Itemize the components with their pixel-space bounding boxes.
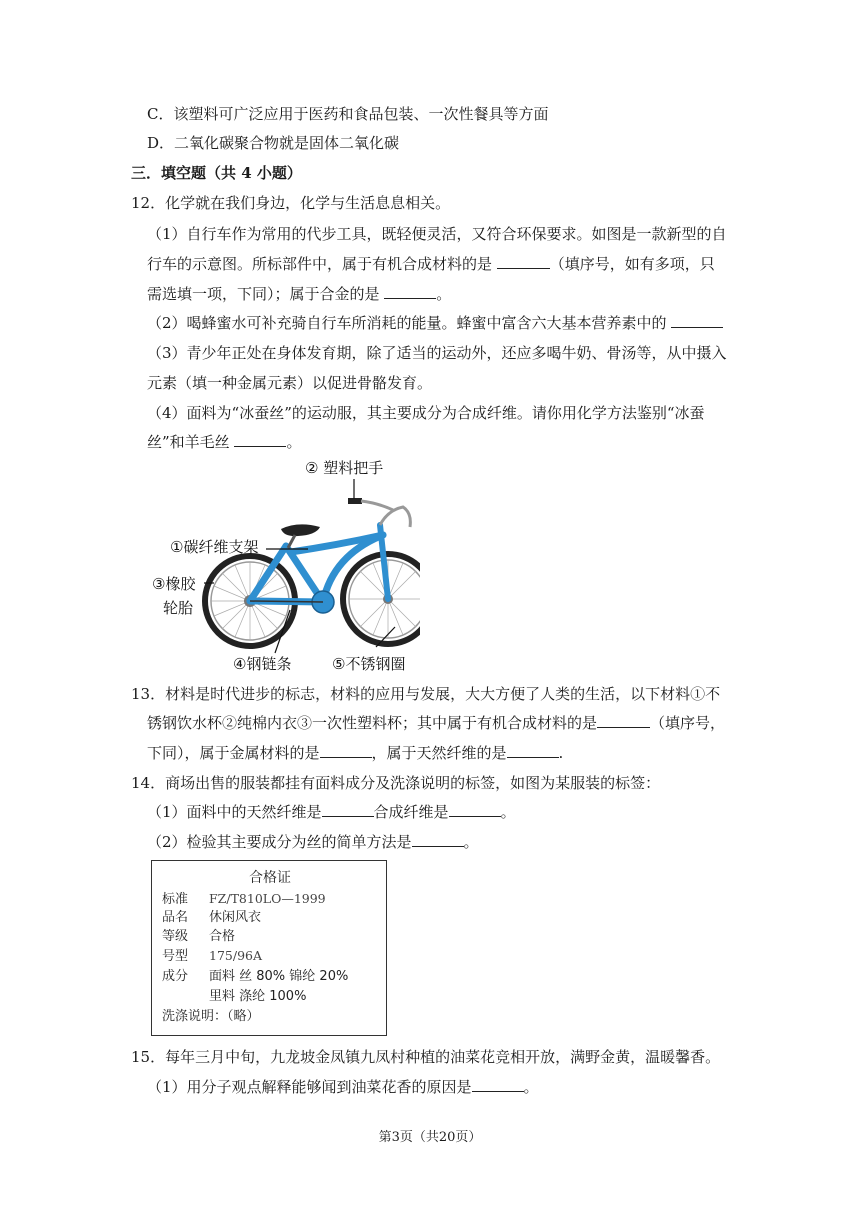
page-footer: 第3页（共20页） — [378, 1130, 482, 1145]
q12-part1-line1: （1）自行车作为常用的代步工具，既轻便灵活，又符合环保要求。如图是一款新型的自 — [147, 225, 727, 243]
q12-part4-line1: （4）面料为“冰蚕丝”的运动服，其主要成分为合成纤维。请你用化学方法鉴别“冰蚕 — [147, 404, 705, 422]
garment-tag — [151, 860, 387, 1036]
tag-key: 等级 — [162, 929, 189, 944]
text: 。 — [523, 1078, 539, 1096]
text: 。 — [463, 833, 479, 851]
tag-row-standard — [162, 890, 326, 909]
answer-blank[interactable] — [320, 743, 372, 758]
tag-row-size — [162, 947, 262, 966]
bicycle-figure — [148, 455, 420, 680]
label-frame: ①碳纤维支架 — [170, 538, 259, 556]
tag-row-composition — [162, 968, 348, 986]
question-12-stem: 12．化学就在我们身边，化学与生活息息相关。 — [131, 194, 451, 212]
question-14-stem: 14．商场出售的服装都挂有面料成分及洗涤说明的标签，如图为某服装的标签： — [131, 774, 661, 792]
text: （2）喝蜂蜜水可补充骑自行车所消耗的能量。蜂蜜中富含六大基本营养素中的 — [147, 314, 672, 332]
q12-part2 — [147, 313, 723, 333]
section-heading: 三．填空题（共 4 小题） — [131, 164, 302, 182]
tag-value: 合格 — [209, 929, 236, 944]
answer-blank[interactable] — [449, 802, 501, 817]
text: （填序号， — [650, 714, 726, 732]
answer-blank[interactable] — [234, 432, 286, 447]
text: 需选填一项，下同）；属于合金的是 — [147, 285, 385, 303]
tag-row-lining: 里料 涤纶 100% — [209, 989, 307, 1004]
q12-part1-line3 — [147, 284, 451, 304]
tag-value: 175/96A — [209, 948, 263, 963]
tag-value: 休闲风衣 — [209, 910, 262, 925]
answer-blank[interactable] — [507, 743, 559, 758]
q14-part1 — [147, 802, 516, 822]
answer-blank[interactable] — [412, 832, 464, 847]
label-tire-1: ③橡胶 — [152, 575, 196, 593]
q12-part3-line1: （3）青少年正处在身体发育期，除了适当的运动外，还应多喝牛奶、骨汤等，从中摄入 — [147, 344, 727, 362]
question-13-line2 — [147, 713, 725, 733]
q12-part3-line2: 元素（填一种金属元素）以促进骨骼发育。 — [147, 374, 433, 392]
tag-value: FZ/T810LO—1999 — [209, 891, 326, 906]
text: （2）检验其主要成分为丝的简单方法是 — [147, 833, 412, 851]
answer-blank[interactable] — [322, 802, 374, 817]
front-wheel — [343, 554, 420, 644]
text: （填序号，如有多项，只 — [549, 255, 715, 273]
tag-value: 面料 丝 80% 锦纶 20% — [209, 969, 349, 984]
label-rim: ⑤不锈钢圈 — [332, 655, 406, 673]
text: 。 — [286, 433, 302, 451]
tag-title: 合格证 — [249, 870, 291, 886]
question-13-line3 — [147, 743, 563, 763]
text: （1）用分子观点解释能够闻到油菜花香的原因是 — [147, 1078, 472, 1096]
answer-blank[interactable] — [384, 284, 436, 299]
question-13-line1: 13．材料是时代进步的标志，材料的应用与发展，大大方便了人类的生活，以下材料①不 — [131, 685, 721, 703]
tag-key: 品名 — [162, 910, 189, 925]
answer-blank[interactable] — [472, 1077, 524, 1092]
q14-part2 — [147, 832, 479, 852]
text: 锈钢饮水杯②纯棉内衣③一次性塑料杯；其中属于有机合成材料的是 — [147, 714, 598, 732]
tag-key: 标准 — [162, 892, 189, 907]
tag-key: 号型 — [162, 949, 189, 964]
tag-row-wash: 洗涤说明：（略） — [162, 1009, 260, 1024]
text: 丝”和羊毛丝 — [147, 433, 235, 451]
question-15-stem: 15．每年三月中旬，九龙坡金凤镇九凤村种植的油菜花竞相开放，满野金黄，温暖馨香。 — [131, 1048, 721, 1066]
label-handlebar: ② 塑料把手 — [305, 459, 384, 477]
option-c: C．该塑料可广泛应用于医药和食品包装、一次性餐具等方面 — [147, 105, 549, 123]
label-chain: ④钢链条 — [233, 655, 292, 673]
text: 合成纤维是 — [373, 803, 449, 821]
text: . — [558, 744, 564, 762]
tag-row-grade — [162, 928, 235, 946]
tag-key: 成分 — [162, 969, 189, 984]
option-d: D．二氧化碳聚合物就是固体二氧化碳 — [147, 134, 400, 152]
q12-part1-line2 — [147, 254, 715, 274]
q15-part1 — [147, 1077, 539, 1097]
text: 。 — [500, 803, 516, 821]
answer-blank[interactable] — [597, 713, 650, 728]
answer-blank[interactable] — [497, 254, 550, 269]
text: ，属于天然纤维的是 — [371, 744, 507, 762]
text: 。 — [436, 285, 452, 303]
tag-row-name — [162, 909, 261, 927]
text: 下同），属于金属材料的是 — [147, 744, 320, 762]
q12-part4-line2 — [147, 432, 301, 452]
bike-frame — [250, 525, 388, 602]
label-tire-2: 轮胎 — [163, 599, 194, 617]
text: （1）面料中的天然纤维是 — [147, 803, 322, 821]
text: 行车的示意图。所标部件中，属于有机合成材料的是 — [147, 255, 497, 273]
answer-blank[interactable] — [671, 313, 723, 328]
